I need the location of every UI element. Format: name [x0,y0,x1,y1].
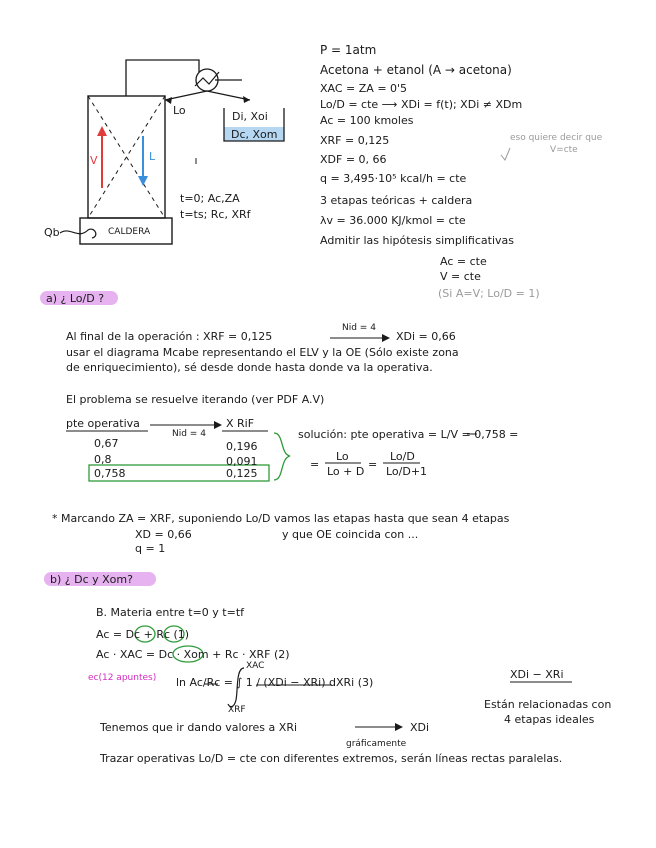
frac1-num: Lo [336,450,349,463]
qb-label: Qb [44,226,60,239]
table-head-left: pte operativa [66,417,140,430]
equals-sign: = [368,458,378,471]
liquid-arrow-head [138,176,148,186]
table-cell: 0,196 [226,440,258,453]
b-right2: Están relacionadas con [484,698,612,711]
marcando-line1: * Marcando ZA = XRF, suponiendo Lo/D vamos las etapas hasta que sean 4 etapas [52,512,510,525]
table-cell: 0,758 [94,467,126,480]
b-right1: XDi − XRi [510,668,564,681]
marcando-line2: XD = 0,66 [135,528,192,541]
distillate-label: Di, Xoi [232,110,268,123]
condenser-icon [196,69,218,91]
iter-line: El problema se resuelve iterando (ver PDF A.V) [66,393,325,406]
heating-coil-icon [60,229,96,238]
b-eq1: Ac = Dc + Rc (1) [96,628,190,641]
solucion-line: solución: pte operativa = L/V = 0,758 = [298,428,519,441]
table-cell: 0,8 [94,453,112,466]
data-line: XRF = 0,125 [320,134,390,147]
a-nid: Nid = 4 [342,323,376,333]
arrow-head [382,334,390,342]
data-line: q = 3,495·10⁵ kcal/h = cte [320,172,467,185]
data-line: 3 etapas teóricas + caldera [320,194,473,207]
a-line2: usar el diagrama Mcabe representando el ELV y la OE (Sólo existe zona [66,346,459,359]
a-line3: de enriquecimiento), sé desde donde hasta donde va la operativa. [66,361,433,374]
b-eq3: ln Ac/Rc = ∫ 1 / (XDi − XRi) dXRi (3) [176,676,374,689]
a-line1: Al final de la operación : XRF = 0,125 [66,330,273,343]
marcando-line4: y que OE coincida con ... [282,528,419,541]
v-label: V [90,154,98,167]
b-eq2: Ac · XAC = Dc · Xom + Rc · XRF (2) [96,648,290,661]
arrow-head [165,97,172,104]
vapor-arrow-head [97,126,107,136]
data-line: Acetona + etanol (A → acetona) [320,63,512,77]
receiver-label: Dc, Xom [231,128,278,141]
lo-label: Lo [173,104,186,117]
data-line: Lo/D = cte ⟶ XDi = f(t); XDi ≠ XDm [320,98,523,111]
b-graf: gráficamente [346,739,407,749]
note-grey-2: V=cte [550,145,578,155]
table-cell: 0,125 [226,467,258,480]
note-grey: eso quiere decir que [510,133,603,143]
l-label: L [149,150,156,163]
integral-top: XAC [246,661,265,671]
table-head-mid: Nid = 4 [172,429,206,439]
frac2-den: Lo/D+1 [386,465,428,478]
table-cell: 0,67 [94,437,119,450]
b-tenemos2: XDi [410,721,430,734]
frac2-num: Lo/D [390,450,415,463]
data-line: Admitir las hipótesis simplificativas [320,234,514,247]
data-line: P = 1atm [320,43,377,57]
data-line: Ac = 100 kmoles [320,114,414,127]
marcando-line3: q = 1 [135,542,166,555]
arrow-head [243,96,250,103]
section-b-title: b) ¿ Dc y Xom? [50,573,133,586]
vapor-pipe [126,60,199,96]
a-line1-post: XDi = 0,66 [396,330,456,343]
b-trazar: Trazar operativas Lo/D = cte con diferentes extremos, serán líneas rectas paralelas. [100,752,563,765]
table-cell: 0,091 [226,455,258,468]
b-right3: 4 etapas ideales [504,713,595,726]
result-brace [274,433,290,480]
hyp-v: V = cte [440,270,481,283]
tf-label: t=ts; Rc, XRf [180,208,251,221]
condenser-coil [195,72,219,86]
hyp-note: (Si A=V; Lo/D = 1) [438,287,540,300]
arrow-head [214,421,222,429]
table-head-right: X RiF [226,417,255,430]
data-line: XDF = 0, 66 [320,153,387,166]
frac1-den: Lo + D [327,465,365,478]
equals-sign: = [310,458,320,471]
arrow-head [395,723,403,731]
hyp-ac: Ac = cte [440,255,487,268]
data-line: λv = 36.000 KJ/kmol = cte [320,214,466,227]
section-a-title: a) ¿ Lo/D ? [46,292,105,305]
caldera-label: CALDERA [108,227,151,237]
b-title: B. Materia entre t=0 y t=tf [96,606,245,619]
b-ec-note: ec(12 apuntes) [88,673,157,683]
data-line: XAC = ZA = 0'5 [320,82,408,95]
integral-bot: XRF [228,705,246,715]
b-tenemos: Tenemos que ir dando valores a XRi [100,721,298,734]
t0-label: t=0; Ac,ZA [180,192,240,205]
check-icon [501,148,510,160]
